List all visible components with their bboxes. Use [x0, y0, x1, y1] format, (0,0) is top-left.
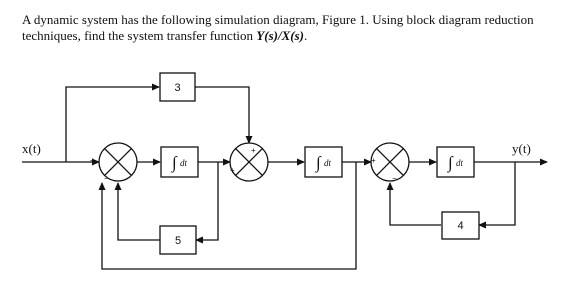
summing-junction-3 [371, 143, 409, 181]
integral-dt-1: dt [180, 158, 188, 168]
outer-feedback [102, 162, 356, 269]
integral-sign-2: ∫ [316, 153, 321, 172]
output-label: y(t) [512, 141, 531, 156]
transfer-function: Y(s)/X(s) [256, 28, 304, 43]
sum1-left-sign: + [90, 156, 95, 165]
gain-block-right [442, 212, 479, 239]
integral-sign-3: ∫ [448, 153, 453, 172]
integral-sign-1: ∫ [172, 153, 177, 172]
gain-right-value: 4 [457, 220, 464, 232]
integrator-block-1 [161, 147, 198, 177]
sum1-bottom-sign: − [104, 174, 109, 183]
integral-dt-3: dt [456, 158, 464, 168]
gain-mid-to-sum1 [118, 183, 160, 240]
problem-line-2-text: techniques, find the system transfer function [22, 28, 257, 43]
sum2-top-sign: + [251, 146, 256, 155]
problem-line-1: A dynamic system has the following simulation diagram, Figure 1. Using block diagram reduction [22, 12, 534, 27]
feedback-to-gain-mid [196, 162, 218, 240]
feedback-to-gain-right [479, 162, 515, 225]
summing-junction-2 [230, 143, 268, 181]
input-label: x(t) [22, 141, 41, 156]
gain-mid-value: 5 [174, 235, 182, 247]
gain-block-mid [160, 226, 196, 254]
integrator-block-2 [305, 147, 342, 177]
sum3-bottom-sign: − [392, 174, 397, 183]
problem-period: . [303, 28, 308, 43]
gain-right-to-sum3 [390, 183, 441, 225]
sum3-left-sign: + [371, 156, 376, 165]
gain-top-value: 3 [174, 82, 181, 94]
integrator-block-3 [437, 147, 474, 177]
gain-top-to-sum2 [195, 87, 249, 143]
gain-block-top [160, 73, 195, 101]
sum2-left-sign: + [230, 166, 235, 175]
integral-dt-2: dt [324, 158, 332, 168]
